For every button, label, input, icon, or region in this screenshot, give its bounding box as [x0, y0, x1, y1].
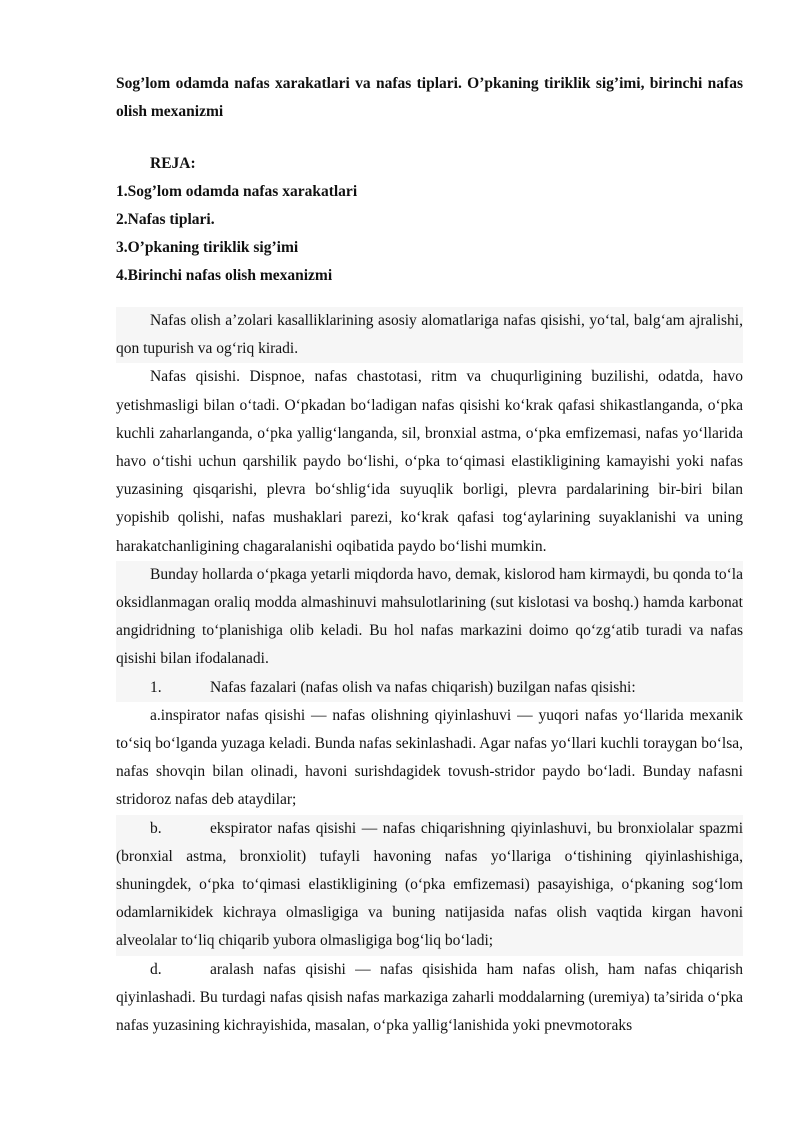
- plan-item: 3.O’pkaning tiriklik sig’imi: [116, 239, 299, 256]
- list-marker: b.: [150, 819, 162, 837]
- plan-heading: REJA:: [150, 155, 196, 172]
- list-item-text: aralash nafas qisishi — nafas qisishida ham nafas olish, ham nafas chiqarish qiyinlashadi. Bu turdagi nafas qisish nafas markaziga zaharli moddalarning (uremiya) ta’sirida o‘pka nafas yuzasining kichrayishida, masalan, o‘pka yallig‘lanishida yoki pnevmotoraks: [116, 960, 743, 1035]
- list-marker: 1.: [150, 678, 162, 696]
- list-item-text: Nafas fazalari (nafas olish va nafas chiqarish) buzilgan nafas qisishi:: [210, 678, 636, 696]
- list-marker: a.: [150, 706, 161, 724]
- list-item-text: inspirator nafas qisishi — nafas olishning qiyinlashuvi — yuqori nafas yo‘llarida mexanik to‘siq bo‘lganda yuzaga keladi. Bunda nafas sekinlashadi. Agar nafas yo‘llari kuchli toraygan bo‘lsa, nafas shovqin bilan olinadi, havoni surishdagidek tovush-stridor paydo bo‘ladi. Bunday nafasni stridoroz nafas deb ataydilar;: [116, 706, 743, 809]
- document-title: Sog’lom odamda nafas xarakatlari va nafas tiplari. O’pkaning tiriklik sig’imi, birinchi nafas olish mexanizmi: [116, 75, 743, 120]
- list-item-text: ekspirator nafas qisishi — nafas chiqarishning qiyinlashuvi, bu bronxiolalar spazmi (bronxial astma, bronxiolit) tufayli havoning nafas yo‘llariga o‘tishining qiyinlashishiga, shuningdek, o‘pka to‘qimasi elastikligining (o‘pka emfizemasi) pasayishiga, o‘pkaning sog‘lom odamlarnikidek kichraya olmasligiga va buning natijasida nafas olish vaqtida kirgan havoni alveolalar to‘liq chiqarib yubora olmasligiga bog‘liq bo‘ladi;: [116, 819, 743, 950]
- plan-section: [116, 150, 743, 290]
- paragraph: Nafas qisishi. Dispnoe, nafas chastotasi, ritm va chuqurligining buzilishi, odatda, havo yetishmasligi bilan o‘tadi. O‘pkadan bo‘ladigan nafas qisishi ko‘krak qafasi shikastlanganda, o‘pka kuchli zaharlanganda, o‘pka yallig‘langanda, sil, bronxial astma, o‘pka emfizemasi, nafas yo‘llarida havo o‘tishi uchun qarshilik paydo bo‘lishi, o‘pka to‘qimasi elastikligining kamayishi yoki nafas yuzasining qisqarishi, plevra bo‘shlig‘ida suyuqlik borligi, plevra pardalarining bir-biri bilan yopishib qolishi, nafas mushaklari parezi, ko‘krak qafasi tog‘aylarining suyaklanishi va uning harakatchanligining chagaralanishi oqibatida paydo bo‘lishi mumkin.: [116, 363, 743, 560]
- list-item: [116, 702, 743, 815]
- plan-item: 1.Sog’lom odamda nafas xarakatlari: [116, 183, 358, 200]
- paragraph: Nafas olish a’zolari kasalliklarining asosiy alomatlariga nafas qisishi, yo‘tal, balg‘am ajralishi, qon tupurish va og‘riq kiradi.: [116, 307, 743, 363]
- list-marker: d.: [150, 960, 162, 978]
- list-item: [116, 956, 743, 1041]
- list-item: [116, 674, 743, 702]
- paragraph: Bunday hollarda o‘pkaga yetarli miqdorda havo, demak, kislorod ham kirmaydi, bu qonda to‘la oksidlanmagan oraliq modda almashinuvi mahsulotlarining (sut kislotasi va boshq.) hamda karbonat angidridning to‘planishiga olib keladi. Bu hol nafas markazini doimo qo‘zg‘atib turadi va nafas qisishi bilan ifodalanadi.: [116, 561, 743, 674]
- list-item: [116, 815, 743, 956]
- plan-item: 4.Birinchi nafas olish mexanizmi: [116, 267, 333, 284]
- body-text: [116, 307, 743, 1040]
- plan-item: 2.Nafas tiplari.: [116, 211, 215, 228]
